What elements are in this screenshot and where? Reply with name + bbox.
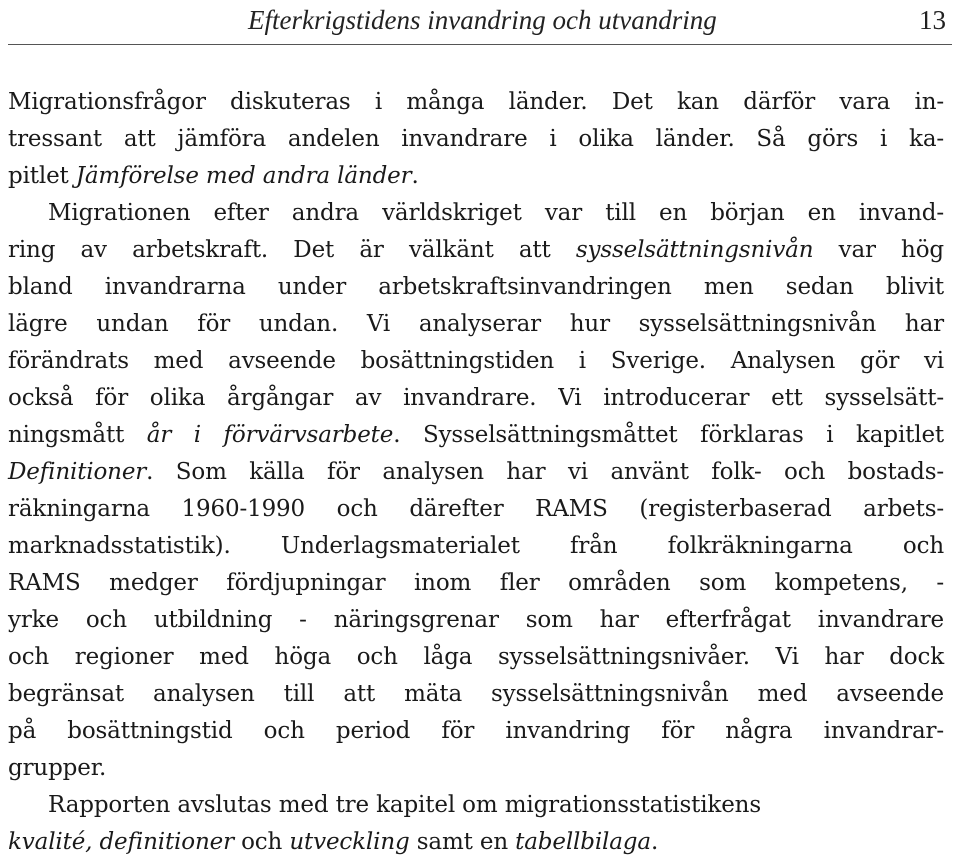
text-line — [8, 602, 944, 639]
text-line — [8, 84, 944, 121]
text-span: grupper. — [8, 755, 107, 781]
text-line — [8, 713, 944, 750]
text-span: ring av arbetskraft. Det är välkänt att — [8, 237, 576, 263]
text-line — [48, 787, 761, 824]
text-span: yrke och utbildning - näringsgrenar som har efterfrågat invandrare — [8, 607, 944, 633]
chapter-reference: utveckling — [289, 829, 410, 855]
text-span: Migrationsfrågor diskuteras i många länder. Det kan därför vara in- — [8, 89, 944, 115]
text-line — [8, 158, 419, 195]
text-line — [8, 380, 944, 417]
term-emphasis: år i förvärvsarbete — [146, 422, 394, 448]
text-span: och — [233, 829, 290, 855]
text-span: bland invandrarna under arbetskraftsinvandringen men sedan blivit — [8, 274, 944, 300]
text-span: på bosättningstid och period för invandring för några invandrar- — [8, 718, 944, 744]
running-header — [8, 0, 952, 45]
text-line — [8, 343, 944, 380]
term-emphasis: sysselsättningsnivån — [575, 237, 814, 263]
text-span: tressant att jämföra andelen invandrare i olika länder. Så görs i ka- — [8, 126, 944, 152]
text-line — [8, 417, 944, 454]
text-span: ningsmått — [8, 422, 147, 448]
text-line — [8, 528, 944, 565]
chapter-reference: Definitioner — [8, 459, 147, 485]
page-number: 13 — [919, 5, 946, 35]
text-span: och regioner med höga och låga sysselsättningsnivåer. Vi har dock — [8, 644, 944, 670]
text-span: RAMS medger fördjupningar inom fler områden som kompetens, - — [8, 570, 944, 596]
text-span: pitlet — [8, 163, 76, 189]
text-span: räkningarna 1960-1990 och därefter RAMS (registerbaserad arbets- — [8, 496, 944, 522]
text-line — [8, 639, 944, 676]
text-line — [8, 824, 658, 861]
text-line — [48, 195, 944, 232]
chapter-reference: kvalité, definitioner — [8, 829, 234, 855]
text-span: . — [650, 829, 659, 855]
text-span: lägre undan för undan. Vi analyserar hur sysselsättningsnivån har — [8, 311, 944, 337]
text-line — [8, 491, 944, 528]
chapter-reference: Jämförelse med andra länder — [75, 163, 412, 189]
text-line — [8, 565, 944, 602]
appendix-reference: tabellbilaga — [515, 829, 651, 855]
text-span: . Sysselsättningsmåttet förklaras i kapitlet — [393, 422, 944, 448]
text-line — [8, 454, 944, 491]
text-span: Migrationen efter andra världskriget var till en början en invand- — [48, 200, 944, 226]
text-line — [8, 232, 944, 269]
text-line — [8, 676, 944, 713]
text-line — [8, 750, 106, 787]
text-span: Rapporten avslutas med tre kapitel om migrationsstatistikens — [48, 792, 761, 818]
text-span: . Som källa för analysen har vi använt folk- och bostads- — [146, 459, 944, 485]
text-span: samt en — [409, 829, 516, 855]
text-line — [8, 121, 944, 158]
text-span: var hög — [813, 237, 944, 263]
text-span: . — [411, 163, 419, 189]
running-header-title: Efterkrigstidens invandring och utvandring — [248, 5, 717, 35]
text-line — [8, 306, 944, 343]
text-span: förändrats med avseende bosättningstiden i Sverige. Analysen gör vi — [8, 348, 944, 374]
text-span: också för olika årgångar av invandrare. Vi introducerar ett sysselsätt- — [8, 385, 944, 411]
text-span: begränsat analysen till att mäta sysselsättningsnivån med avseende — [8, 681, 944, 707]
text-span: marknadsstatistik). Underlagsmaterialet från folkräkningarna och — [8, 533, 944, 559]
text-line — [8, 269, 944, 306]
